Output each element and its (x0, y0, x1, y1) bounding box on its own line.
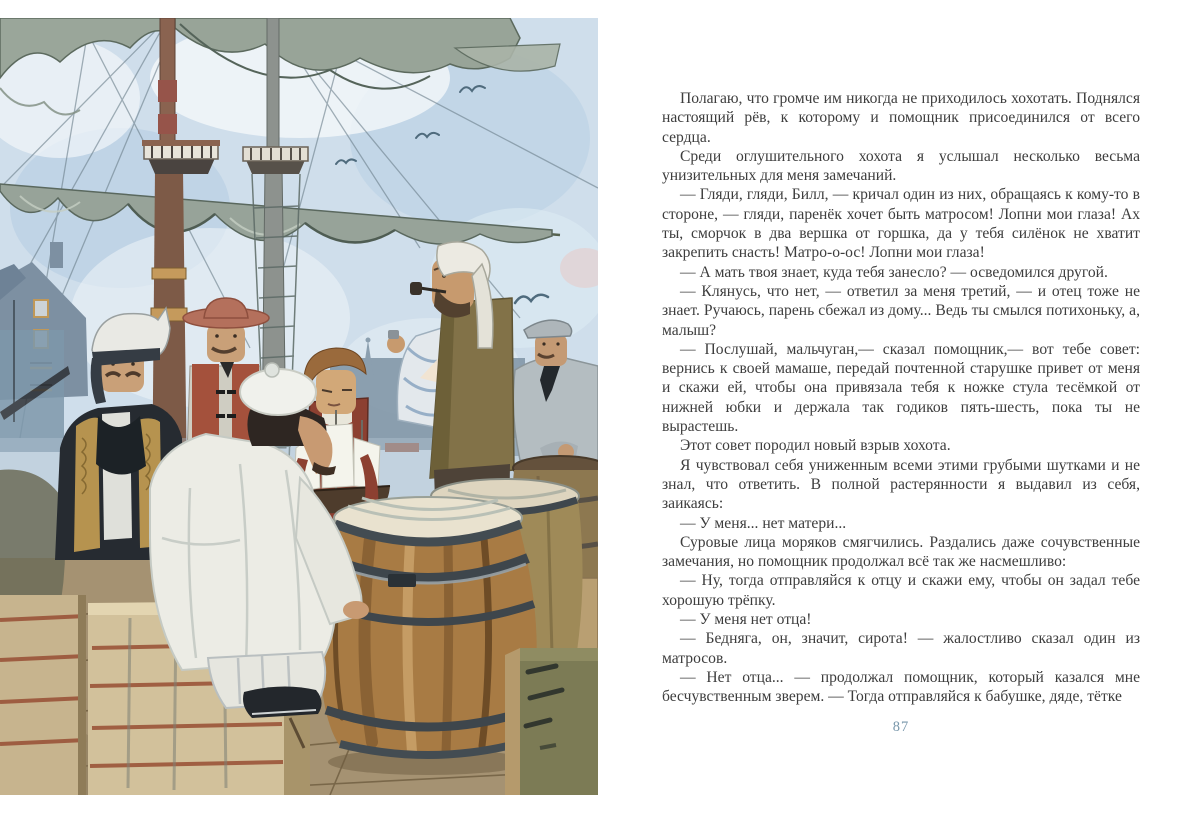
paragraph: — Ну, тогда отправляйся к отцу и скажи ему, чтобы он задал тебе хорошую трёпку. (662, 572, 1140, 609)
paragraph: Этот совет породил новый взрыв хохота. (680, 437, 951, 455)
crate-green (505, 648, 598, 795)
crow-nest-left (142, 140, 220, 174)
paragraph: — А мать твоя знает, куда тебя занесло? — осведомился другой. (680, 263, 1108, 281)
paragraph: Суровые лица моряков смягчились. Раздались даже сочувственные замечания, но помощник продолжал всё так же насмешливо: (662, 533, 1140, 571)
paragraph: — Бедняга, он, значит, сирота! — жалостливо сказал один из матросов. (662, 630, 1140, 667)
page-number: 87 (892, 719, 910, 735)
paragraph: — Клянусь, что нет, — ответил за меня третий, — и отец тоже не знает. Ручаюсь, парень сбежал из дому... Ведь ты смылся потихоньку, а, малыш? (662, 282, 1140, 339)
deck-scene-illustration (0, 18, 598, 795)
paragraph: Среди оглушительного хохота я услышал несколько весьма унизительных для меня замечаний. (662, 147, 1140, 185)
paragraph: — Послушай, мальчуган,— сказал помощник,— вот тебе совет: вернись к своей мамаше, передай почтенной старушке привет от меня и скажи ей, чтобы она привязала тебя к ножке стула тесёмкой от нижней юбки и держала так годиков пять-шесть, пока ты не вырастешь. (662, 340, 1140, 436)
paragraph: — У меня нет отца! (680, 611, 812, 629)
barrel-big (319, 497, 536, 775)
paragraph: Я чувствовал себя униженным всеми этими грубыми шутками и не знал, что ответить. В полной растерянности я выдавил из себя, заикаясь: (662, 456, 1140, 513)
paragraph: — Нет отца... — продолжал помощник, который казался мне бесчувственным зверем. — Тогда отправляйся к бабушке, дяде, тётке (662, 668, 1140, 706)
story-text (662, 89, 1140, 707)
paragraph: Полагаю, что громче им никогда не приходилось хохотать. Поднялся настоящий рёв, к которому и помощник присоединился от всего сердца. (662, 90, 1140, 146)
paragraph: — У меня... нет матери... (680, 514, 847, 532)
paragraph: — Гляди, гляди, Билл, — кричал один из них, обращаясь к кому-то в стороне, — гляди, паренёк хочет быть матросом! Лопни мои глаза! Ах ты, сморчок в два вершка от горшка, да у тебя силёнок не хватит закрепить снасть! Матро-о-ос! Лопни мои глаза! (662, 186, 1140, 262)
crate-far-left (0, 595, 86, 795)
crow-nest-right (243, 147, 308, 174)
